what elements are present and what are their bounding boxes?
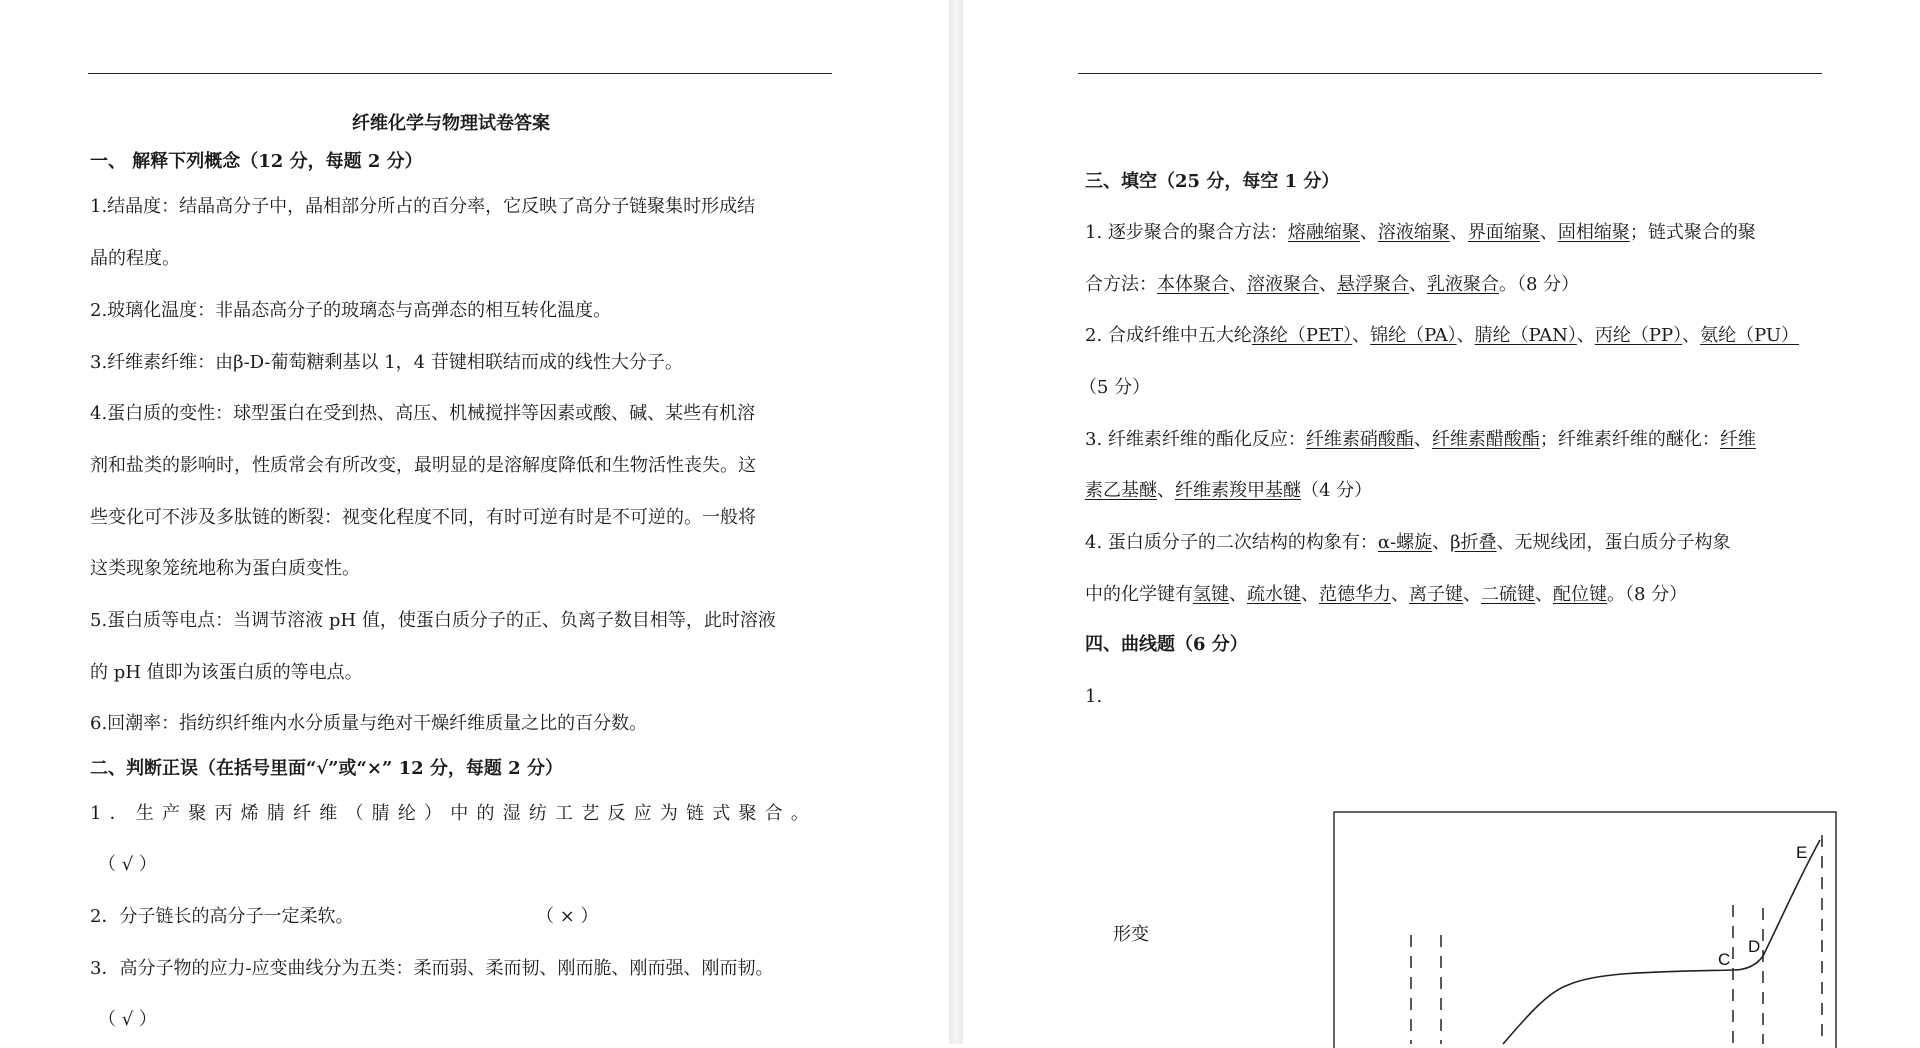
- chart-svg: [1078, 780, 1808, 1044]
- s3-q1-line1: 1. 逐步聚合的聚合方法：熔融缩聚、溶液缩聚、界面缩聚、固相缩聚；链式聚合的聚: [1085, 222, 1756, 243]
- s3-q2-line1: 2. 合成纤维中五大纶涤纶（PET）、锦纶（PA）、腈纶（PAN）、丙纶（PP）、氨纶（PU）: [1085, 325, 1800, 346]
- s2-question-1: 1．生产聚丙烯腈纤维（腈纶）中的湿纺工艺反应为链式聚合。: [90, 803, 818, 824]
- fill-blank: 配位键: [1553, 584, 1607, 605]
- document-title: 纤维化学与物理试卷答案: [352, 113, 550, 134]
- fill-blank: 涤纶（PET）: [1251, 325, 1353, 346]
- fill-blank: 溶液聚合: [1247, 274, 1319, 295]
- section-3-heading: 三、填空（25 分，每空 1 分）: [1085, 171, 1340, 192]
- s3-q3-mid: ；纤维素纤维的醚化：: [1539, 429, 1720, 450]
- s3-q1-line2: 合方法：本体聚合、溶液聚合、悬浮聚合、乳液聚合。（8 分）: [1085, 274, 1580, 295]
- fill-blank: 纤维: [1719, 429, 1756, 450]
- s1-line: 晶的程度。: [90, 248, 180, 269]
- deformation-curve-chart: [1078, 780, 1808, 1044]
- fill-blank: β折叠: [1450, 532, 1497, 553]
- s3-q3-label: 3. 纤维素纤维的酯化反应：: [1085, 429, 1306, 450]
- s3-q2-label: 2. 合成纤维中五大纶: [1085, 325, 1252, 346]
- s1-line: 些变化可不涉及多肽链的断裂：视变化程度不同，有时可逆有时是不可逆的。一般将: [90, 507, 756, 528]
- s2-answer-3: （ √ ）: [98, 1009, 157, 1030]
- s2-question-2: 2．分子链长的高分子一定柔软。: [90, 906, 354, 927]
- section-1-heading: 一、 解释下列概念（12 分，每题 2 分）: [90, 151, 423, 172]
- section-2-heading: 二、判断正误（在括号里面“√”或“×” 12 分，每题 2 分）: [90, 758, 563, 779]
- header-rule: [1078, 73, 1822, 74]
- s3-q4-mid: 、无规线团，蛋白质分子构象: [1496, 532, 1731, 553]
- fill-blank: 固相缩聚: [1557, 222, 1630, 243]
- fill-blank: 锦纶（PA）: [1370, 325, 1457, 346]
- s1-line: 1.结晶度：结晶高分子中，晶相部分所占的百分率，它反映了高分子链聚集时形成结: [90, 196, 756, 217]
- s1-line: 剂和盐类的影响时，性质常会有所改变，最明显的是溶解度降低和生物活性丧失。这: [90, 455, 756, 476]
- fill-blank: 纤维素醋酸酯: [1431, 429, 1540, 450]
- fill-blank: 乳液聚合: [1427, 274, 1499, 295]
- s3-q1-label: 1. 逐步聚合的聚合方法：: [1085, 222, 1288, 243]
- s4-question-1: 1.: [1085, 686, 1103, 707]
- fill-blank: 纤维素羧甲基醚: [1175, 480, 1301, 501]
- plot-frame: [1334, 812, 1836, 1048]
- s1-line: 3.纤维素纤维：由β-D-葡萄糖剩基以 1，4 苷键相联结而成的线性大分子。: [90, 352, 683, 373]
- s3-q4-line2: 中的化学键有氢键、疏水键、范德华力、离子键、二硫键、配位键。（8 分）: [1085, 584, 1688, 605]
- point-label: E: [1796, 843, 1808, 862]
- s3-q3-score: （4 分）: [1301, 480, 1373, 501]
- fill-blank: α-螺旋: [1377, 532, 1433, 553]
- fill-blank: 疏水键: [1247, 584, 1301, 605]
- s3-q4-line1: 4. 蛋白质分子的二次结构的构象有：α-螺旋、β折叠、无规线团，蛋白质分子构象: [1085, 532, 1731, 553]
- s3-q4-label2: 中的化学键有: [1085, 584, 1193, 605]
- fill-blank: 范德华力: [1319, 584, 1391, 605]
- s3-q1-score: 。（8 分）: [1499, 274, 1580, 295]
- fill-blank: 熔融缩聚: [1287, 222, 1360, 243]
- fill-blank: 溶液缩聚: [1377, 222, 1450, 243]
- fill-blank: 本体聚合: [1157, 274, 1229, 295]
- fill-blank: 氨纶（PU）: [1700, 325, 1800, 346]
- fill-blank: 悬浮聚合: [1337, 274, 1409, 295]
- s2-answer-2: （ × ）: [536, 906, 599, 927]
- s2-answer-1: （ √ ）: [98, 854, 157, 875]
- s3-q3-line1: 3. 纤维素纤维的酯化反应：纤维素硝酸酯、纤维素醋酸酯；纤维素纤维的醚化：纤维: [1085, 429, 1756, 450]
- s3-q1-label2: 合方法：: [1085, 274, 1157, 295]
- deformation-curve: [1503, 840, 1820, 1044]
- header-rule: [88, 73, 832, 74]
- s3-q4-label: 4. 蛋白质分子的二次结构的构象有：: [1085, 532, 1378, 553]
- s1-line: 这类现象笼统地称为蛋白质变性。: [90, 558, 360, 579]
- s3-q4-score: 。（8 分）: [1607, 584, 1688, 605]
- page-gap: [949, 0, 963, 1044]
- fill-blank: 纤维素硝酸酯: [1305, 429, 1414, 450]
- s3-q3-line2: 素乙基醚、纤维素羧甲基醚（4 分）: [1085, 480, 1373, 501]
- fill-blank: 氢键: [1193, 584, 1229, 605]
- s3-q1-mid: ；链式聚合的聚: [1629, 222, 1756, 243]
- fill-blank: 二硫键: [1481, 584, 1535, 605]
- fill-blank: 腈纶（PAN）: [1474, 325, 1577, 346]
- fill-blank: 界面缩聚: [1467, 222, 1540, 243]
- point-label: C: [1718, 950, 1731, 969]
- s1-line: 6.回潮率：指纺织纤维内水分质量与绝对干燥纤维质量之比的百分数。: [90, 713, 648, 734]
- page-right: [963, 0, 1920, 1044]
- point-label: D: [1748, 937, 1761, 956]
- page-left: [0, 0, 949, 1044]
- section-4-heading: 四、曲线题（6 分）: [1085, 634, 1248, 655]
- s1-line: 的 pH 值即为该蛋白质的等电点。: [90, 662, 363, 683]
- s1-line: 5.蛋白质等电点：当调节溶液 pH 值，使蛋白质分子的正、负离子数目相等，此时溶液: [90, 610, 776, 631]
- s3-q2-score: （5 分）: [1079, 377, 1151, 398]
- fill-blank: 素乙基醚: [1085, 480, 1157, 501]
- s1-line: 4.蛋白质的变性：球型蛋白在受到热、高压、机械搅拌等因素或酸、碱、某些有机溶: [90, 403, 756, 424]
- fill-blank: 丙纶（PP）: [1594, 325, 1683, 346]
- s2-question-3: 3．高分子物的应力-应变曲线分为五类：柔而弱、柔而韧、刚而脆、刚而强、刚而韧。: [90, 958, 774, 979]
- fill-blank: 离子键: [1409, 584, 1463, 605]
- y-axis-label: 形变: [1113, 924, 1149, 944]
- s1-line: 2.玻璃化温度：非晶态高分子的玻璃态与高弹态的相互转化温度。: [90, 300, 612, 321]
